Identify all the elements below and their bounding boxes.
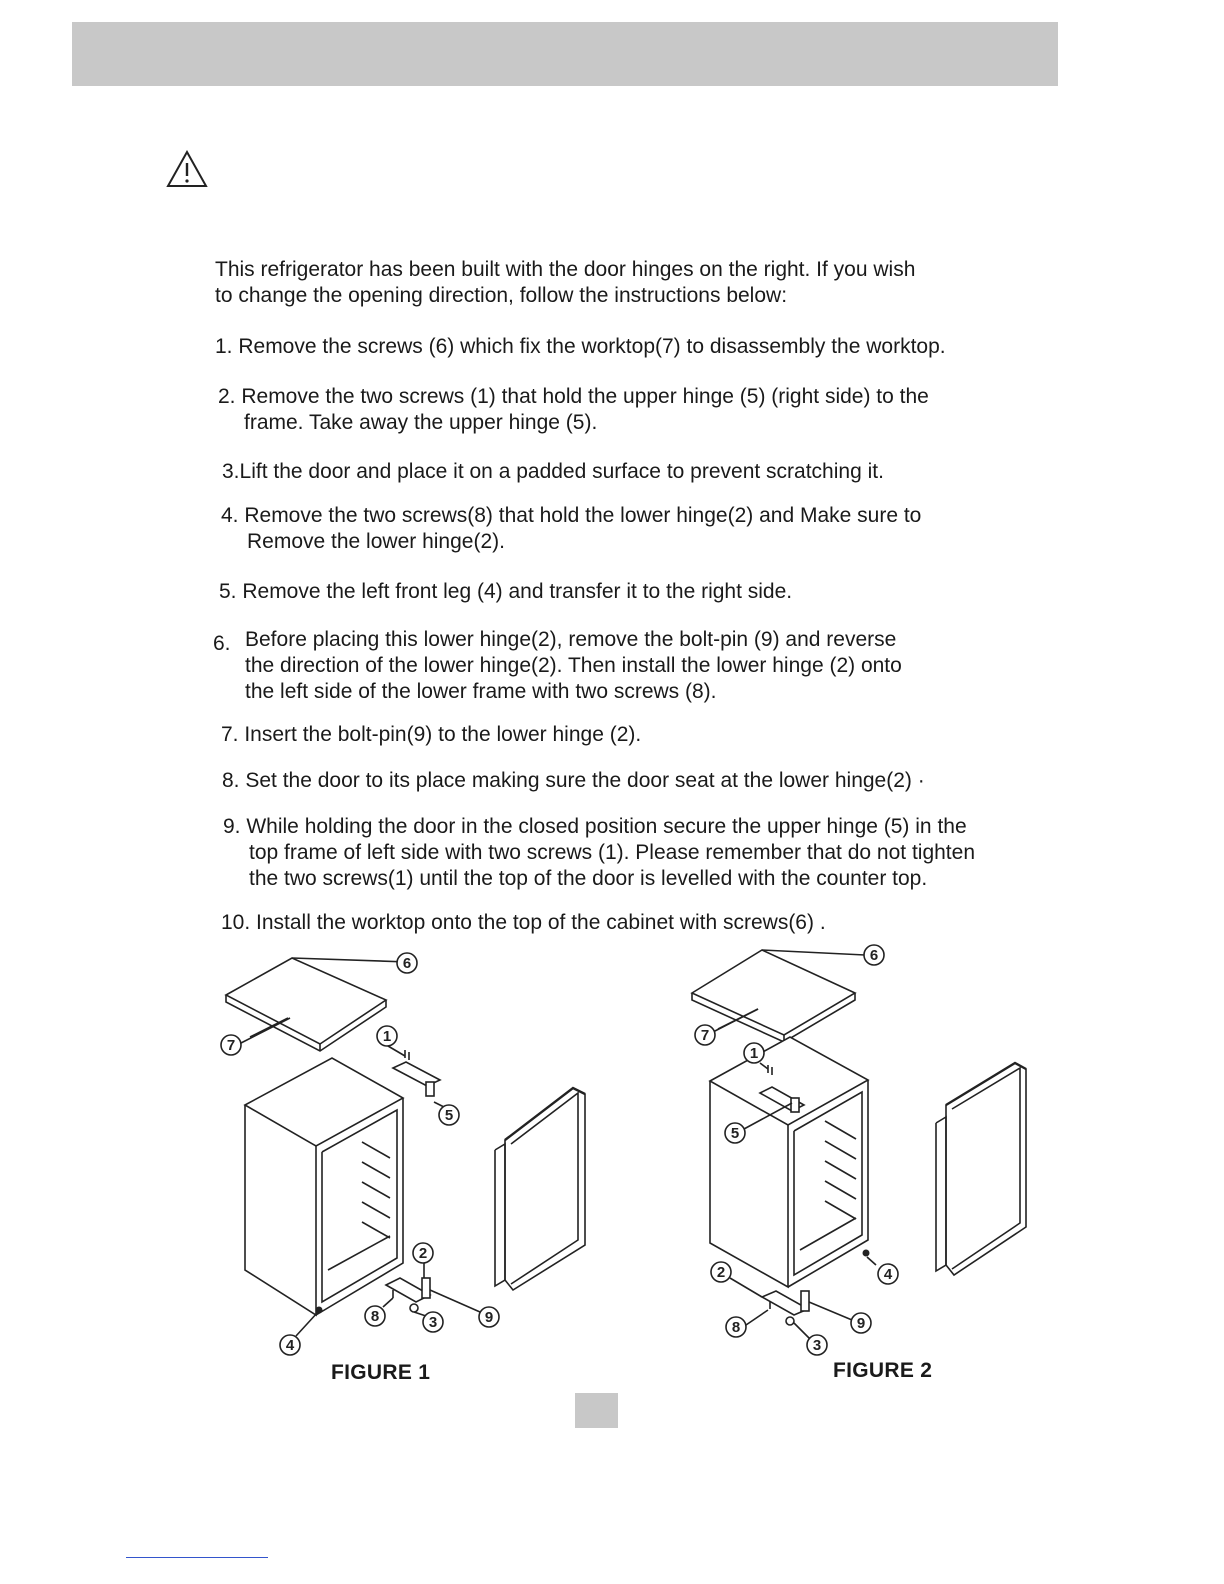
figure-1-callout-8 (365, 1306, 385, 1326)
figure-2-callout-7 (695, 1025, 715, 1045)
step-8-line-1: 8. Set the door to its place making sure the door seat at the lower hinge(2) · (222, 769, 925, 792)
svg-text:5: 5 (730, 1125, 740, 1142)
svg-text:6: 6 (869, 947, 879, 964)
step-1-line-1: 1. Remove the screws (6) which fix the worktop(7) to disassembly the worktop. (215, 335, 946, 358)
step-5-line-1: 5. Remove the left front leg (4) and transfer it to the right side. (219, 580, 793, 603)
svg-text:3: 3 (812, 1337, 822, 1354)
svg-text:4: 4 (285, 1337, 295, 1354)
cabinet-drawing (245, 1058, 403, 1315)
figure-1-callout-9 (479, 1307, 499, 1327)
svg-text:8: 8 (731, 1319, 741, 1336)
lower-hinge-drawing (762, 1291, 809, 1325)
step-3-line-1: 3.Lift the door and place it on a padded surface to prevent scratching it. (222, 460, 884, 483)
door-drawing (936, 1063, 1026, 1275)
figure-2-callout-8 (726, 1317, 746, 1337)
figure-2-callout-9 (851, 1313, 871, 1333)
figure-2-callout-1 (744, 1043, 764, 1063)
step-10-line-1: 10. Install the worktop onto the top of the cabinet with screws(6) . (221, 911, 826, 934)
worktop-drawing (692, 950, 865, 1042)
figure-1-callout-1 (377, 1026, 397, 1046)
svg-text:5: 5 (444, 1107, 454, 1124)
cabinet-drawing (710, 1037, 870, 1287)
svg-text:6: 6 (402, 955, 412, 972)
figure-2-diagram (680, 935, 1060, 1355)
step-7-line-1: 7. Insert the bolt-pin(9) to the lower hinge (2). (221, 723, 642, 746)
svg-text:2: 2 (418, 1245, 428, 1262)
footer-divider (126, 1557, 268, 1558)
figure-2-callout-2 (711, 1262, 731, 1282)
figure-2-callout-4 (878, 1264, 898, 1284)
step-6-number: 6. (213, 632, 231, 655)
svg-text:1: 1 (749, 1045, 759, 1062)
svg-text:9: 9 (856, 1315, 866, 1332)
intro-line-2: to change the opening direction, follow the instructions below: (215, 284, 788, 307)
svg-text:2: 2 (716, 1264, 726, 1281)
warning-triangle-icon (166, 150, 208, 188)
svg-text:1: 1 (382, 1028, 392, 1045)
step-6-line-2: the direction of the lower hinge(2). Then install the lower hinge (2) onto (245, 654, 902, 677)
svg-text:7: 7 (226, 1037, 236, 1054)
upper-hinge-drawing (393, 1050, 440, 1096)
figure-2-callout-6 (864, 945, 884, 965)
step-2-line-1: 2. Remove the two screws (1) that hold the upper hinge (5) (right side) to the (218, 385, 929, 408)
svg-text:8: 8 (370, 1308, 380, 1325)
figure-1-callout-2 (413, 1243, 433, 1263)
figure-1-callout-7 (221, 1035, 241, 1055)
step-9-line-1: 9. While holding the door in the closed position secure the upper hinge (5) in the (223, 815, 967, 838)
intro-line-1: This refrigerator has been built with the door hinges on the right. If you wish (215, 258, 916, 281)
figure-1-callout-5 (439, 1105, 459, 1125)
step-6-line-3: the left side of the lower frame with two screws (8). (245, 680, 717, 703)
svg-text:7: 7 (700, 1027, 710, 1044)
figure-1-callout-3 (423, 1312, 443, 1332)
step-2-line-2: frame. Take away the upper hinge (5). (244, 411, 598, 434)
step-9-line-3: the two screws(1) until the top of the door is levelled with the counter top. (249, 867, 928, 890)
svg-text:9: 9 (484, 1309, 494, 1326)
svg-text:3: 3 (428, 1314, 438, 1331)
step-4-line-2: Remove the lower hinge(2). (247, 530, 505, 553)
svg-text:4: 4 (883, 1266, 893, 1283)
figure-1-diagram (200, 940, 620, 1360)
page-number-box (575, 1393, 618, 1428)
figure-2-label: FIGURE 2 (833, 1359, 933, 1382)
step-9-line-2: top frame of left side with two screws (1). Please remember that do not tighten (249, 841, 975, 864)
figure-2-callout-5 (725, 1123, 745, 1143)
step-4-line-1: 4. Remove the two screws(8) that hold the lower hinge(2) and Make sure to (221, 504, 922, 527)
figure-2-callout-3 (807, 1335, 827, 1355)
door-drawing (495, 1088, 585, 1290)
step-6-line-1: Before placing this lower hinge(2), remove the bolt-pin (9) and reverse (245, 628, 897, 651)
figure-1-callout-4 (280, 1335, 300, 1355)
figure-1-callout-6 (397, 953, 417, 973)
figure-1-label: FIGURE 1 (331, 1361, 431, 1384)
lower-hinge-drawing (386, 1278, 430, 1312)
header-bar (72, 22, 1058, 86)
